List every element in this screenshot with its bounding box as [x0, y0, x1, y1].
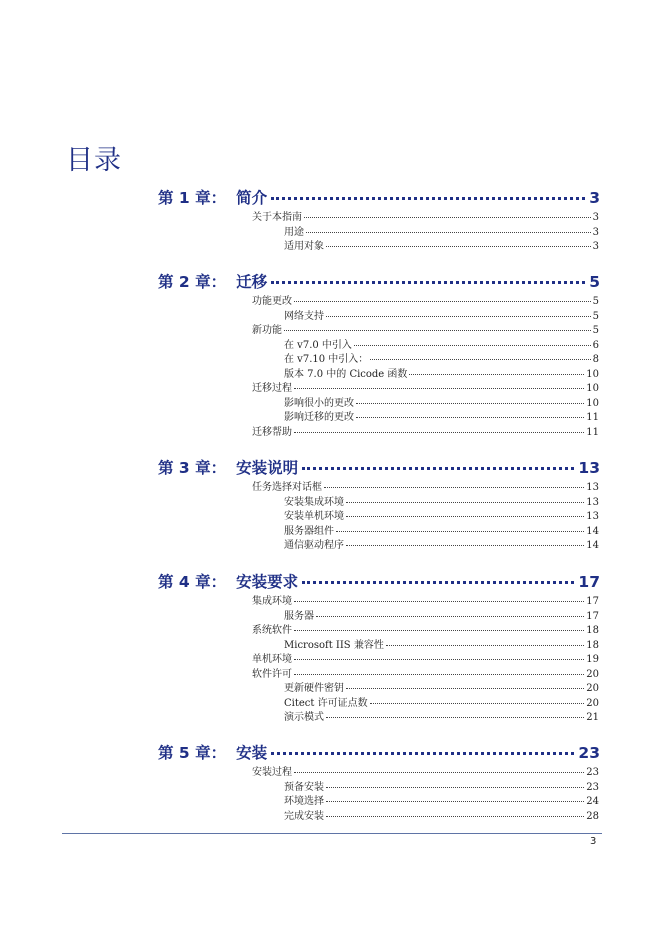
- dot-leader: [326, 246, 591, 247]
- toc-section-entry[interactable]: [252, 763, 599, 777]
- entry-text: 迁移帮助: [252, 426, 292, 438]
- entry-page-number: 21: [586, 712, 599, 723]
- entry-text: 在 v7.10 中引入：: [284, 354, 369, 365]
- toc-section-entry[interactable]: [252, 592, 599, 606]
- toc-subsection-entry[interactable]: [284, 408, 599, 422]
- entry-page-number: 20: [586, 697, 599, 709]
- toc-subsection-entry[interactable]: [284, 394, 599, 408]
- dot-leader: [326, 787, 584, 788]
- toc-section-entry[interactable]: [252, 650, 599, 664]
- toc-subsection-entry[interactable]: [284, 778, 599, 792]
- chapter-page-number: 23: [578, 744, 600, 762]
- toc-subsection-entry[interactable]: [284, 694, 599, 708]
- dot-leader: [271, 271, 585, 284]
- dot-leader: [324, 487, 584, 488]
- chapter-heading[interactable]: [158, 570, 600, 592]
- chapter-title: 安装要求: [236, 573, 299, 591]
- entry-page-number: 13: [586, 496, 599, 508]
- entry-text: 安装集成环境: [284, 496, 344, 508]
- dot-leader: [370, 359, 590, 360]
- entry-text: 网络支持: [284, 310, 324, 322]
- entry-text: 安装过程: [252, 767, 292, 778]
- entry-page-number: 3: [592, 226, 599, 238]
- entry-text: 演示模式: [284, 712, 324, 723]
- entry-text: 通信驱动程序: [284, 540, 344, 551]
- dot-leader: [356, 403, 584, 404]
- page-number: 3: [590, 836, 597, 847]
- entry-text: 软件许可: [252, 668, 292, 680]
- chapter-page-number: 17: [578, 573, 600, 591]
- entry-page-number: 5: [592, 296, 599, 307]
- dot-leader: [386, 645, 584, 646]
- entry-page-number: 23: [586, 767, 599, 778]
- entry-page-number: 20: [586, 668, 599, 680]
- dot-leader: [336, 531, 584, 532]
- entry-text: 更新硬件密钥: [284, 683, 344, 694]
- chapter-number: 第 1 章：: [158, 189, 227, 207]
- entry-text: 安装单机环境: [284, 511, 344, 522]
- dot-leader: [326, 717, 584, 718]
- toc-section-entry[interactable]: [252, 478, 599, 492]
- dot-leader: [284, 330, 591, 331]
- entry-text: 服务器: [284, 610, 314, 622]
- entry-text: 迁移过程: [252, 383, 292, 394]
- dot-leader: [294, 630, 584, 631]
- entry-page-number: 10: [586, 397, 599, 409]
- chapter-title: 安装说明: [236, 459, 299, 477]
- dot-leader: [346, 516, 584, 517]
- dot-leader: [306, 232, 591, 233]
- dot-leader: [294, 659, 584, 660]
- entry-page-number: 10: [586, 383, 599, 394]
- dot-leader: [346, 502, 584, 503]
- entry-text: 服务器组件: [284, 525, 334, 537]
- dot-leader: [346, 688, 584, 689]
- entry-page-number: 18: [586, 625, 599, 636]
- dot-leader: [271, 187, 585, 200]
- chapter-page-number: 5: [589, 273, 600, 291]
- toc-subsection-entry[interactable]: [284, 607, 599, 621]
- chapter-number: 第 5 章：: [158, 744, 227, 762]
- entry-text: 系统软件: [252, 625, 292, 636]
- entry-page-number: 3: [592, 241, 599, 252]
- chapter-heading[interactable]: [158, 456, 600, 478]
- entry-text: Microsoft IIS 兼容性: [284, 639, 384, 651]
- chapter-heading[interactable]: [158, 741, 600, 763]
- dot-leader: [302, 571, 574, 584]
- chapter-page-number: 13: [578, 459, 600, 477]
- toc-subsection-entry[interactable]: [284, 336, 599, 350]
- toc-section-entry[interactable]: [252, 621, 599, 635]
- entry-text: 任务选择对话框: [252, 482, 322, 493]
- entry-page-number: 5: [592, 310, 599, 322]
- entry-text: 预备安装: [284, 781, 324, 793]
- toc-subsection-entry[interactable]: [284, 807, 599, 821]
- toc-section-entry[interactable]: [252, 208, 599, 222]
- toc-section-entry[interactable]: [252, 321, 599, 335]
- dot-leader: [304, 217, 591, 218]
- toc-section-entry[interactable]: [252, 292, 599, 306]
- entry-page-number: 17: [586, 610, 599, 622]
- page-title: 目录: [66, 145, 122, 176]
- entry-page-number: 13: [586, 511, 599, 522]
- dot-leader: [356, 417, 584, 418]
- entry-text: Citect 许可证点数: [284, 697, 368, 709]
- entry-text: 环境选择: [284, 796, 324, 807]
- dot-leader: [316, 616, 584, 617]
- entry-text: 关于本指南: [252, 212, 302, 223]
- entry-text: 功能更改: [252, 296, 292, 307]
- entry-page-number: 17: [586, 596, 599, 607]
- entry-page-number: 3: [592, 212, 599, 223]
- toc-section-entry[interactable]: [252, 379, 599, 393]
- chapter-number: 第 4 章：: [158, 573, 227, 591]
- dot-leader: [354, 345, 591, 346]
- toc-subsection-entry[interactable]: [284, 708, 599, 722]
- entry-text: 新功能: [252, 325, 282, 336]
- chapter-heading[interactable]: [158, 186, 600, 208]
- entry-page-number: 11: [586, 412, 599, 423]
- toc-subsection-entry[interactable]: [284, 792, 599, 806]
- entry-text: 集成环境: [252, 596, 292, 607]
- footer-rule: [62, 833, 602, 834]
- entry-text: 适用对象: [284, 241, 324, 252]
- entry-text: 完成安装: [284, 810, 324, 822]
- entry-page-number: 23: [586, 781, 599, 793]
- entry-text: 单机环境: [252, 654, 292, 665]
- entry-text: 在 v7.0 中引入: [284, 339, 352, 351]
- toc-subsection-entry[interactable]: [284, 536, 599, 550]
- entry-page-number: 14: [586, 525, 599, 537]
- dot-leader: [294, 432, 584, 433]
- chapter-number: 第 2 章：: [158, 273, 227, 291]
- entry-page-number: 19: [586, 654, 599, 665]
- entry-page-number: 14: [586, 540, 599, 551]
- entry-page-number: 11: [586, 426, 599, 438]
- entry-page-number: 5: [592, 325, 599, 336]
- chapter-page-number: 3: [589, 189, 600, 207]
- entry-page-number: 13: [586, 482, 599, 493]
- entry-text: 影响迁移的更改: [284, 412, 354, 423]
- toc-subsection-entry[interactable]: [284, 679, 599, 693]
- toc-subsection-entry[interactable]: [284, 350, 599, 364]
- chapter-title: 简介: [236, 189, 268, 207]
- chapter-heading[interactable]: [158, 270, 600, 292]
- entry-page-number: 18: [586, 639, 599, 651]
- entry-page-number: 10: [586, 368, 599, 380]
- dot-leader: [294, 388, 584, 389]
- dot-leader: [346, 545, 584, 546]
- chapter-title: 迁移: [236, 273, 268, 291]
- dot-leader: [294, 301, 591, 302]
- entry-page-number: 6: [592, 339, 599, 351]
- toc-subsection-entry[interactable]: [284, 307, 599, 321]
- chapter-title: 安装: [236, 744, 268, 762]
- dot-leader: [326, 316, 591, 317]
- chapter-number: 第 3 章：: [158, 459, 227, 477]
- toc-subsection-entry[interactable]: [284, 507, 599, 521]
- dot-leader: [409, 374, 584, 375]
- toc-subsection-entry[interactable]: [284, 636, 599, 650]
- toc-subsection-entry[interactable]: [284, 365, 599, 379]
- dot-leader: [294, 674, 584, 675]
- toc-subsection-entry[interactable]: [284, 522, 599, 536]
- dot-leader: [326, 801, 584, 802]
- entry-text: 用途: [284, 226, 304, 238]
- dot-leader: [294, 601, 584, 602]
- toc-section-entry[interactable]: [252, 423, 599, 437]
- entry-page-number: 24: [586, 796, 599, 807]
- toc-subsection-entry[interactable]: [284, 223, 599, 237]
- dot-leader: [271, 742, 574, 755]
- toc-section-entry[interactable]: [252, 665, 599, 679]
- dot-leader: [370, 703, 585, 704]
- dot-leader: [302, 457, 574, 470]
- entry-text: 影响很小的更改: [284, 397, 354, 409]
- dot-leader: [326, 816, 584, 817]
- dot-leader: [294, 772, 584, 773]
- entry-page-number: 20: [586, 683, 599, 694]
- entry-page-number: 8: [592, 354, 599, 365]
- toc-subsection-entry[interactable]: [284, 237, 599, 251]
- entry-page-number: 28: [586, 810, 599, 822]
- entry-text: 版本 7.0 中的 Cicode 函数: [284, 368, 408, 380]
- toc-subsection-entry[interactable]: [284, 493, 599, 507]
